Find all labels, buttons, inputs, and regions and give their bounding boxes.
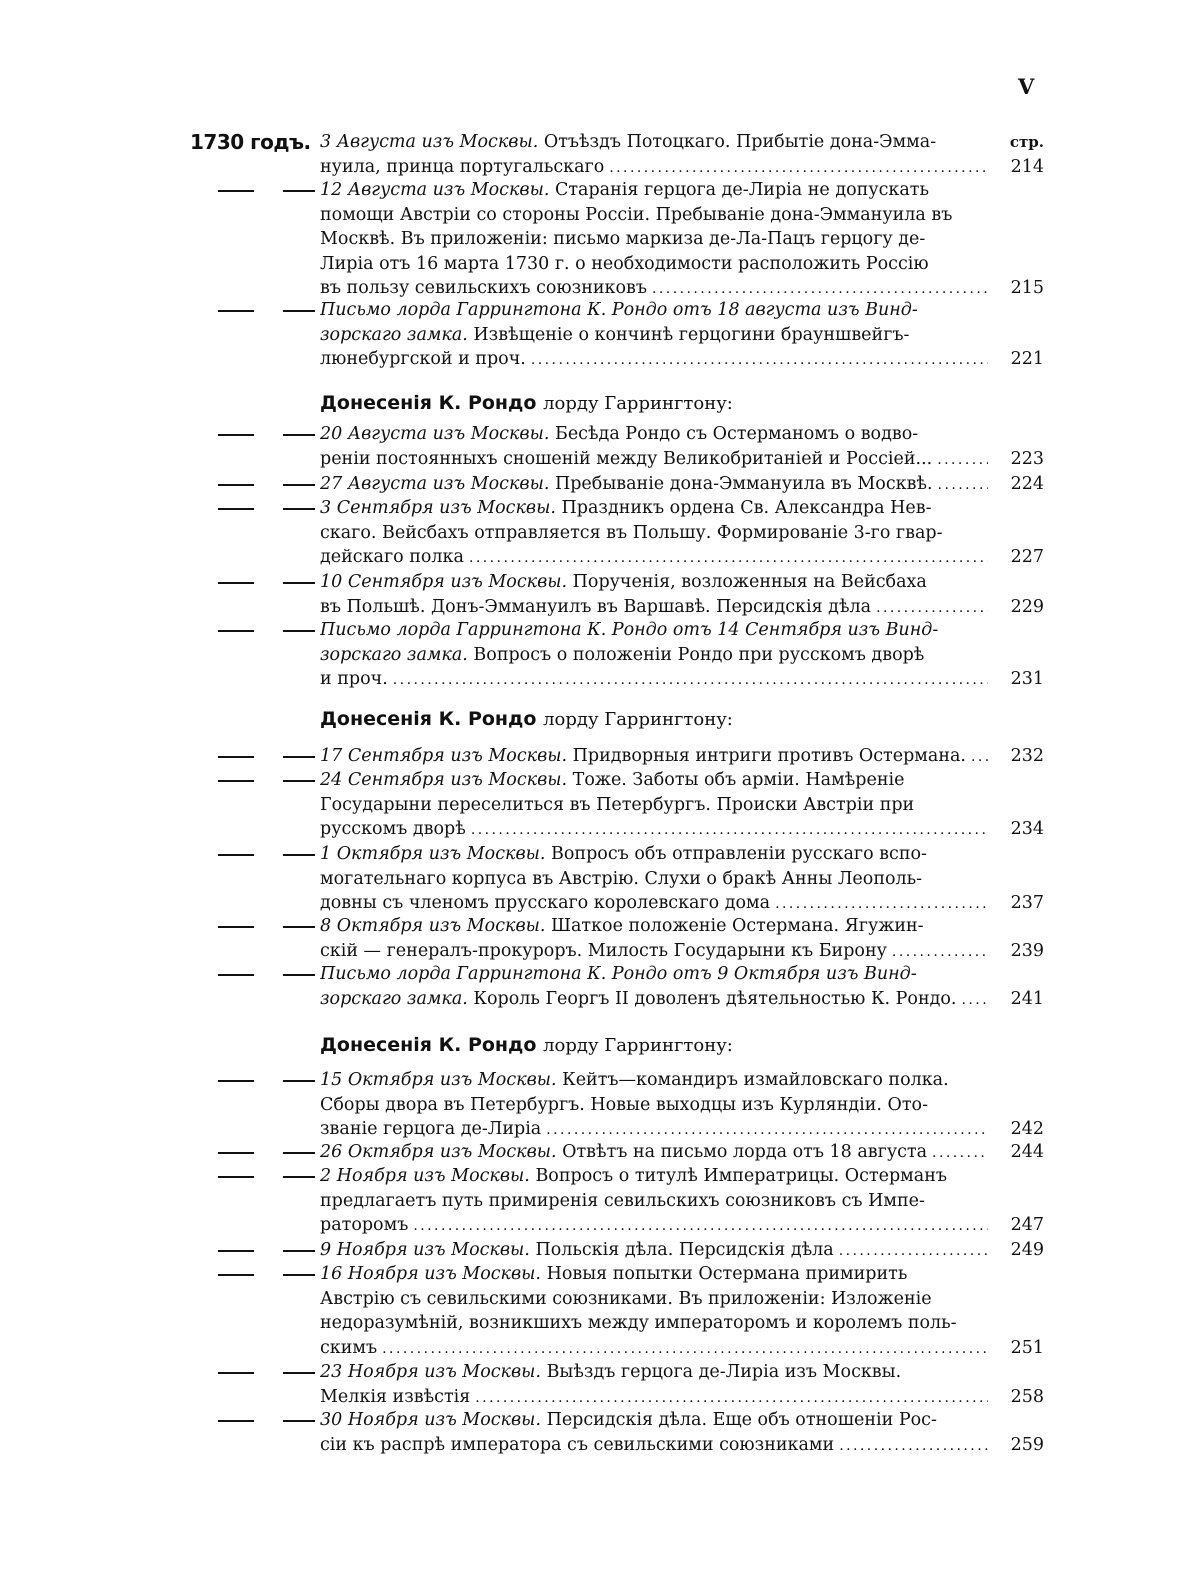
ditto-dash (283, 434, 315, 436)
entry-description: Шаткое положеніе Остермана. Ягужин- (545, 916, 924, 936)
page-ref: 224 (1010, 474, 1044, 494)
entry-description: раторомъ (320, 1215, 409, 1236)
entry-description: недоразумѣній, возникшихъ между императоромъ и королемъ поль- (320, 1313, 957, 1334)
ditto-dash (218, 434, 254, 436)
entry-title: 9 Ноября изъ Москвы. (320, 1240, 530, 1260)
ditto-dash (283, 1274, 315, 1276)
dot-leader (382, 1336, 988, 1362)
entry-description: званіе герцога де-Лиріа (320, 1119, 542, 1140)
ditto-dash (218, 974, 254, 976)
page-ref: 249 (1010, 1240, 1044, 1260)
page-ref: 232 (1010, 746, 1044, 766)
toc-entry (190, 496, 1040, 571)
ditto-dash (218, 630, 254, 632)
ditto-dash (218, 780, 254, 782)
entry-description: дейскаго полка (320, 547, 464, 568)
entry-text (320, 744, 988, 770)
entry-description: сіи къ распрѣ императора съ севильскими союзниками (320, 1434, 835, 1455)
dot-leader (892, 939, 988, 965)
page-ref: 241 (1010, 988, 1044, 1009)
ditto-dash (283, 1152, 315, 1154)
section-heading (320, 392, 733, 414)
page-ref: 239 (1010, 940, 1044, 961)
entry-description: Пребываніе дона-Эммануила въ Москвѣ. (549, 474, 933, 494)
toc-entry (190, 618, 1040, 693)
entry-title: 12 Августа изъ Москвы. (320, 180, 550, 200)
dot-leader (839, 1433, 988, 1459)
entry-description: помощи Австріи со стороны Россіи. Пребываніе дона-Эммануила въ (320, 204, 953, 225)
toc-entry (190, 1408, 1040, 1458)
entry-description: Отъѣздъ Потоцкаго. Прибытіе дона-Эмма- (538, 132, 937, 152)
entry-text (320, 130, 988, 180)
entry-description: Лиріа отъ 16 марта 1730 г. о необходимости расположить Россію (320, 253, 929, 274)
toc-entry (190, 298, 1040, 373)
entry-title: 3 Августа изъ Москвы. (320, 132, 539, 152)
ditto-dash (283, 974, 315, 976)
ditto-dash (283, 926, 315, 928)
entry-description: Праздникъ ордена Св. Александра Нев- (555, 498, 932, 518)
ditto-dash (218, 1274, 254, 1276)
entry-description: Сборы двора въ Петербургъ. Новые выходцы изъ Курляндіи. Ото- (320, 1094, 928, 1115)
entry-description: Извѣщеніе о кончинѣ герцогини брауншвейгъ- (467, 324, 910, 345)
entry-text (320, 1360, 988, 1410)
entry-description: Новыя попытки Остермана примирить (541, 1264, 908, 1284)
section-heading (320, 1034, 733, 1056)
entry-title-cont: зорскаго замка. (320, 988, 468, 1009)
entry-description: Бесѣда Рондо съ Остерманомъ о водво- (549, 424, 919, 444)
entry-title: 23 Ноября изъ Москвы. (320, 1362, 541, 1382)
entry-title: 3 Сентября изъ Москвы. (320, 498, 556, 518)
entry-description: Придворныя интриги противъ Остермана. (567, 746, 966, 766)
toc-entry (190, 1068, 1040, 1143)
entry-description: Австрію съ севильскими союзниками. Въ приложеніи: Изложеніе (320, 1288, 932, 1309)
entry-title: 27 Августа изъ Москвы. (320, 474, 550, 494)
ditto-dash (283, 484, 315, 486)
ditto-dash (218, 582, 254, 584)
entry-description: реніи постоянныхъ сношеній между Великобританіей и Россіей... (320, 448, 933, 469)
page-ref: 247 (1010, 1215, 1044, 1236)
entry-title-cont: зорскаго замка. (320, 324, 468, 345)
entry-text (320, 768, 988, 843)
entry-description: Порученія, возложенныя на Вейсбаха (567, 572, 927, 592)
ditto-dash (283, 780, 315, 782)
section-heading-plain: лорду Гаррингтону: (543, 1035, 733, 1056)
toc-entry (190, 472, 1040, 498)
entry-description: Старанія герцога де-Лиріа не допускать (549, 180, 929, 200)
dot-leader (971, 744, 988, 770)
ditto-dash (218, 310, 254, 312)
ditto-dash (218, 926, 254, 928)
entry-description: нуила, принца португальскаго (320, 156, 605, 177)
ditto-dash (218, 190, 254, 192)
page-ref: 229 (1010, 596, 1044, 617)
page-ref: 259 (1010, 1434, 1044, 1455)
entry-description: въ Польшѣ. Донъ-Эммануилъ въ Варшавѣ. Персидскія дѣла (320, 596, 872, 617)
entry-description: Тоже. Заботы объ арміи. Намѣреніе (567, 770, 905, 790)
ditto-dash (283, 1420, 315, 1422)
page-ref: 215 (1010, 278, 1044, 299)
entry-description: Вопросъ о положеніи Рондо при русскомъ дворѣ (467, 644, 925, 665)
ditto-dash (218, 1152, 254, 1154)
ditto-dash (218, 484, 254, 486)
toc-entry (190, 914, 1040, 964)
toc-entry (190, 1262, 1040, 1361)
dot-leader (962, 987, 989, 1013)
entry-title: 8 Октября изъ Москвы. (320, 916, 546, 936)
ditto-dash (283, 582, 315, 584)
entry-text (320, 1262, 988, 1361)
entry-description: Вопросъ объ отправленіи русскаго вспо- (545, 844, 927, 864)
entry-text (320, 1140, 988, 1166)
entry-description: Польскія дѣла. Персидскія дѣла (529, 1240, 834, 1260)
toc-entry (190, 842, 1040, 917)
ditto-dash (218, 1420, 254, 1422)
section-heading-plain: лорду Гаррингтону: (543, 709, 733, 730)
ditto-dash (283, 1176, 315, 1178)
entry-description: могательнаго корпуса въ Австрію. Слухи о бракѣ Анны Леополь- (320, 868, 923, 889)
entry-description: русскомъ дворѣ (320, 819, 466, 840)
entry-text (320, 1238, 988, 1264)
entry-description: довны съ членомъ прусскаго королевскаго дома (320, 893, 771, 914)
entry-title: Письмо лорда Гаррингтона К. Рондо отъ 18 августа изъ Винд- (320, 300, 918, 320)
entry-title: Письмо лорда Гаррингтона К. Рондо отъ 14 Сентября изъ Винд- (320, 620, 939, 640)
entry-text (320, 1408, 988, 1458)
entry-text (320, 1068, 988, 1143)
dot-leader (546, 1117, 988, 1143)
dot-leader (471, 817, 988, 843)
page-ref: 231 (1010, 669, 1044, 690)
ditto-dash (283, 1250, 315, 1252)
toc-entry (190, 962, 1040, 1012)
page-ref: 227 (1010, 547, 1044, 568)
page-ref: 251 (1010, 1337, 1044, 1358)
entry-title: 24 Сентября изъ Москвы. (320, 770, 568, 790)
entry-text (320, 962, 988, 1012)
ditto-dash (218, 854, 254, 856)
ditto-dash (218, 1372, 254, 1374)
section-heading-bold: Донесенія К. Рондо (320, 392, 537, 414)
dot-leader (393, 667, 988, 693)
toc-entry (190, 1238, 1040, 1264)
entry-text (320, 618, 988, 693)
toc-entry (190, 422, 1040, 472)
entry-description: скимъ (320, 1337, 378, 1358)
entry-description: предлагаетъ путь примиренія севильскихъ союзниковъ съ Импе- (320, 1190, 925, 1211)
entry-title: 30 Ноября изъ Москвы. (320, 1410, 541, 1430)
entry-text (320, 472, 988, 498)
entry-description: въ пользу севильскихъ союзниковъ (320, 278, 647, 299)
entry-description: Москвѣ. Въ приложеніи: письмо маркиза де-Ла-Пацъ герцогу де- (320, 229, 926, 250)
dot-leader (531, 347, 988, 373)
entry-description: Мелкія извѣстія (320, 1386, 471, 1407)
page-ref: 258 (1010, 1386, 1044, 1407)
entry-title: 16 Ноября изъ Москвы. (320, 1264, 541, 1284)
entry-title: 15 Октября изъ Москвы. (320, 1070, 557, 1090)
page-ref: 234 (1010, 819, 1044, 840)
entry-text (320, 914, 988, 964)
section-heading-bold: Донесенія К. Рондо (320, 708, 537, 730)
page-number: V (1018, 74, 1035, 99)
ditto-dash (283, 630, 315, 632)
section-heading (320, 708, 733, 730)
toc-entry (190, 570, 1040, 620)
entry-description: скаго. Вейсбахъ отправляется въ Польшу. Формированіе 3-го гвар- (320, 522, 943, 543)
entry-text (320, 842, 988, 917)
str-label: стр. (1009, 133, 1044, 151)
ditto-dash (283, 756, 315, 758)
ditto-dash (283, 1372, 315, 1374)
dot-leader (775, 891, 988, 917)
page-ref: 244 (1010, 1142, 1044, 1162)
entry-title: 26 Октября изъ Москвы. (320, 1142, 557, 1162)
ditto-dash (218, 1250, 254, 1252)
toc-entry (190, 130, 1040, 180)
dot-leader (413, 1213, 988, 1239)
entry-title: 17 Сентября изъ Москвы. (320, 746, 568, 766)
ditto-dash (218, 508, 254, 510)
dot-leader (938, 472, 988, 498)
section-heading-bold: Донесенія К. Рондо (320, 1034, 537, 1056)
dot-leader (609, 155, 988, 181)
entry-title-cont: зорскаго замка. (320, 644, 468, 665)
entry-title: 1 Октября изъ Москвы. (320, 844, 546, 864)
dot-leader (469, 545, 988, 571)
entry-text (320, 422, 988, 472)
entry-description: скій — генералъ-прокуроръ. Милость Государыни къ Бирону (320, 940, 887, 961)
entry-description: Вопросъ о титулѣ Императрицы. Остерманъ (529, 1166, 948, 1186)
page-ref: 237 (1010, 893, 1044, 914)
entry-description: Король Георгъ II доволенъ дѣятельностью К. Рондо. (467, 988, 957, 1009)
ditto-dash (283, 310, 315, 312)
entry-description: и проч. (320, 669, 388, 690)
dot-leader (475, 1385, 988, 1411)
entry-description: Выѣздъ герцога де-Лиріа изъ Москвы. (541, 1362, 902, 1382)
toc-entry (190, 744, 1040, 770)
ditto-dash (218, 1080, 254, 1082)
ditto-dash (283, 508, 315, 510)
dot-leader (839, 1238, 988, 1264)
entry-description: Кейтъ—командиръ измайловскаго полка. (556, 1070, 949, 1090)
entry-description: Государыни переселиться въ Петербургъ. Происки Австріи при (320, 794, 915, 815)
ditto-dash (283, 1080, 315, 1082)
page-ref: 223 (1010, 448, 1044, 469)
page-ref: 221 (1010, 349, 1044, 370)
entry-description: Персидскія дѣла. Еще объ отношеніи Рос- (541, 1410, 937, 1430)
entry-title: Письмо лорда Гаррингтона К. Рондо отъ 9 Октября изъ Винд- (320, 964, 917, 984)
entry-text (320, 178, 988, 302)
entry-title: 10 Сентября изъ Москвы. (320, 572, 568, 592)
entry-title: 20 Августа изъ Москвы. (320, 424, 550, 444)
entry-text (320, 1164, 988, 1239)
toc-entry (190, 1164, 1040, 1239)
dot-leader (876, 595, 988, 621)
entry-title: 2 Ноября изъ Москвы. (320, 1166, 530, 1186)
toc-entry (190, 1360, 1040, 1410)
ditto-dash (218, 756, 254, 758)
toc-entry (190, 768, 1040, 843)
section-heading-plain: лорду Гаррингтону: (543, 393, 733, 414)
ditto-dash (283, 854, 315, 856)
page-ref: 214 (1010, 156, 1044, 177)
dot-leader (932, 1140, 988, 1166)
ditto-dash (218, 1176, 254, 1178)
toc-entry (190, 178, 1040, 302)
year-label: 1730 годъ. (190, 130, 311, 154)
toc-entry (190, 1140, 1040, 1166)
entry-description: Отвѣтъ на письмо лорда отъ 18 августа (556, 1142, 928, 1162)
entry-description: люнебургской и проч. (320, 349, 526, 370)
dot-leader (937, 447, 988, 473)
entry-text (320, 496, 988, 571)
page-ref: 242 (1010, 1119, 1044, 1140)
entry-text (320, 570, 988, 620)
ditto-dash (283, 190, 315, 192)
entry-text (320, 298, 988, 373)
